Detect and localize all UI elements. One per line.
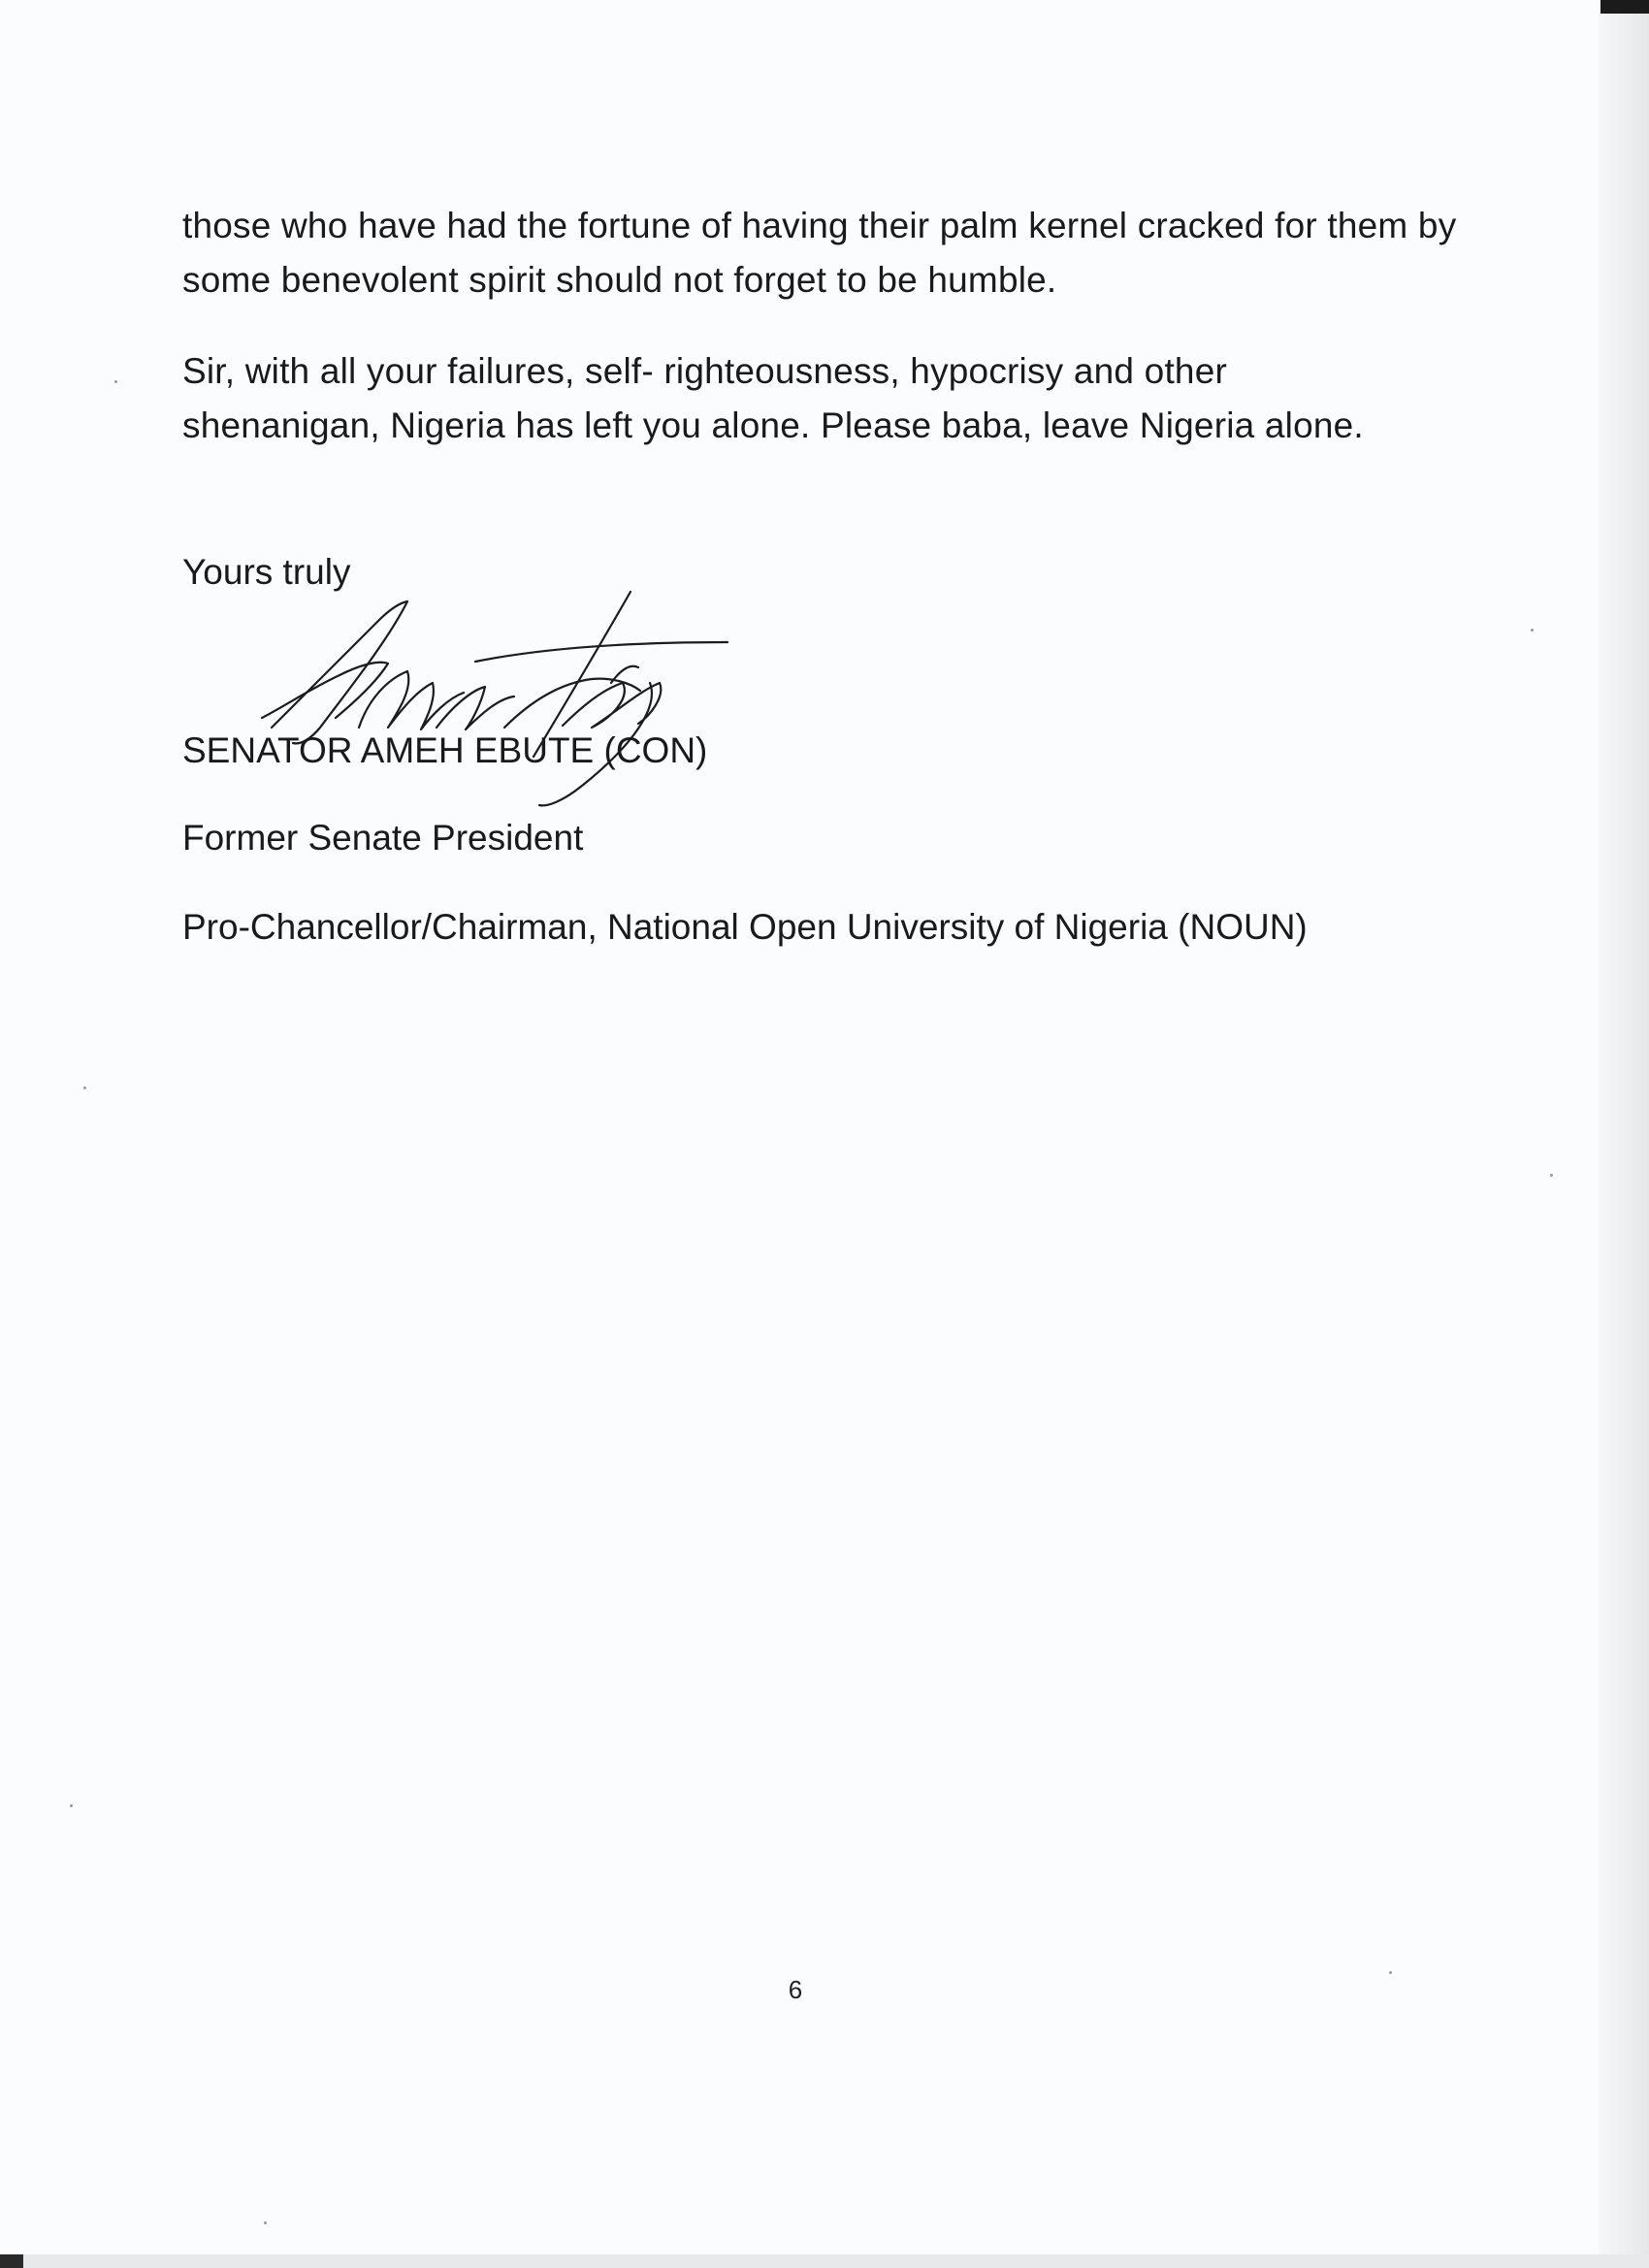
scan-speck	[1531, 629, 1534, 632]
scan-edge-right	[1599, 0, 1649, 2268]
scan-edge-mark-top	[1600, 0, 1649, 14]
scan-edge-mark-bottom	[0, 2254, 23, 2268]
closing-salutation: Yours truly	[182, 552, 351, 592]
page-number: 6	[788, 1975, 803, 2004]
handwritten-signature-icon	[242, 582, 747, 815]
body-paragraph-2: Sir, with all your failures, self- righteousness, hypocrisy and other shenanigan, Nigeria has left you alone. Please baba, leave Nigeria alone.	[182, 351, 1364, 445]
scan-speck	[264, 2221, 267, 2224]
signatory-title-1: Former Senate President	[182, 818, 584, 858]
body-paragraph-1: those who have had the fortune of having their palm kernel cracked for them by some benevolent spirit should not forget to be humble.	[182, 206, 1457, 300]
scan-speck	[70, 1804, 73, 1807]
signatory-name: SENATOR AMEH EBUTE (CON)	[182, 730, 708, 770]
scan-speck	[114, 380, 117, 383]
scan-edge-bottom	[0, 2254, 1649, 2268]
signatory-title-2: Pro-Chancellor/Chairman, National Open University of Nigeria (NOUN)	[182, 907, 1308, 947]
scan-speck	[1550, 1174, 1553, 1177]
scan-speck	[83, 1086, 86, 1089]
